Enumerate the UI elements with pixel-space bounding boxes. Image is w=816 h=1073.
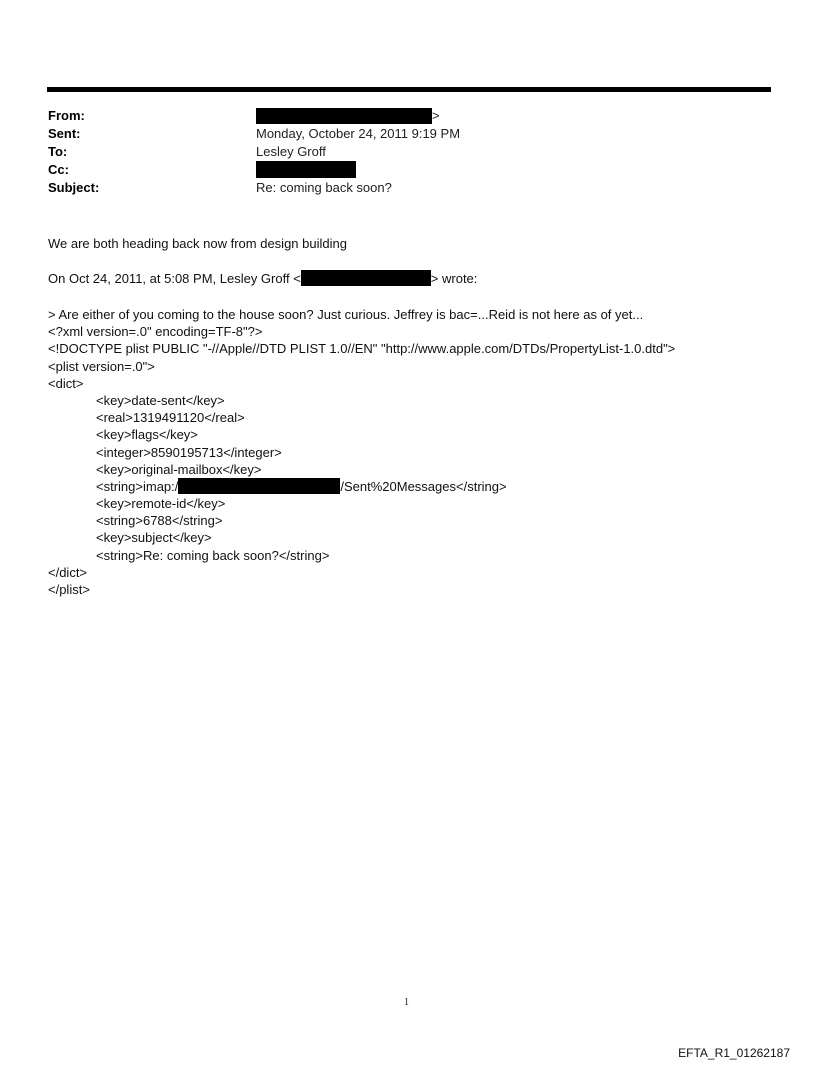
from-label: From: bbox=[48, 108, 85, 123]
xml-dict-close: </dict> bbox=[48, 564, 88, 580]
bates-number: EFTA_R1_01262187 bbox=[678, 1046, 790, 1060]
xml-dict-open: <dict> bbox=[48, 375, 84, 391]
xml-key-date-sent: <key>date-sent</key> bbox=[96, 392, 225, 408]
xml-plist-close: </plist> bbox=[48, 582, 90, 597]
xml-doctype: <!DOCTYPE plist PUBLIC "-//Apple//DTD PLIST 1.0//EN" "http://www.apple.com/DTDs/PropertyList-1.0.dtd"> bbox=[48, 341, 676, 357]
to-label: To: bbox=[48, 144, 68, 159]
quoted-line: > Are either of you coming to the house soon? Just curious. Jeffrey is bac=...Reid is not here as of yet... bbox=[48, 307, 644, 322]
cc-label: Cc: bbox=[48, 162, 69, 177]
xml-mailbox-pre: <string>imap:/ bbox=[96, 478, 179, 494]
sent-label: Sent: bbox=[48, 126, 81, 141]
from-value-tail: > bbox=[432, 108, 440, 123]
redaction-box bbox=[178, 478, 340, 494]
redaction-box bbox=[256, 108, 432, 124]
xml-key-subject: <key>subject</key> bbox=[96, 530, 212, 546]
sent-value: Monday, October 24, 2011 9:19 PM bbox=[256, 126, 461, 141]
xml-value-flags: <integer>8590195713</integer> bbox=[96, 444, 282, 460]
from-value bbox=[256, 107, 440, 125]
xml-key-original-mailbox: <key>original-mailbox</key> bbox=[96, 461, 262, 477]
xml-plist-open: <plist version=.0"> bbox=[48, 358, 155, 374]
quote-intro bbox=[48, 270, 477, 287]
page-number: 1 bbox=[404, 997, 409, 1008]
xml-value-original-mailbox bbox=[48, 478, 675, 495]
cc-value bbox=[256, 161, 356, 179]
xml-decl: <?xml version=.0" encoding=TF-8"?> bbox=[48, 324, 263, 340]
xml-key-remote-id: <key>remote-id</key> bbox=[96, 496, 226, 512]
redaction-box bbox=[256, 161, 356, 178]
header-rule bbox=[47, 87, 771, 92]
xml-key-flags: <key>flags</key> bbox=[96, 427, 198, 443]
quote-intro-post: > wrote: bbox=[430, 271, 478, 286]
to-value: Lesley Groff bbox=[256, 144, 326, 159]
subject-value: Re: coming back soon? bbox=[256, 180, 392, 195]
xml-value-subject: <string>Re: coming back soon?</string> bbox=[96, 547, 330, 563]
subject-label: Subject: bbox=[48, 180, 100, 195]
xml-mailbox-post: /Sent%20Messages</string> bbox=[340, 478, 507, 494]
quoted-message bbox=[48, 306, 675, 598]
body-line: We are both heading back now from design building bbox=[48, 236, 347, 251]
quote-intro-pre: On Oct 24, 2011, at 5:08 PM, Lesley Groff < bbox=[48, 271, 301, 286]
redaction-box bbox=[301, 270, 431, 286]
xml-value-date-sent: <real>1319491120</real> bbox=[96, 410, 245, 426]
xml-value-remote-id: <string>6788</string> bbox=[96, 513, 223, 529]
